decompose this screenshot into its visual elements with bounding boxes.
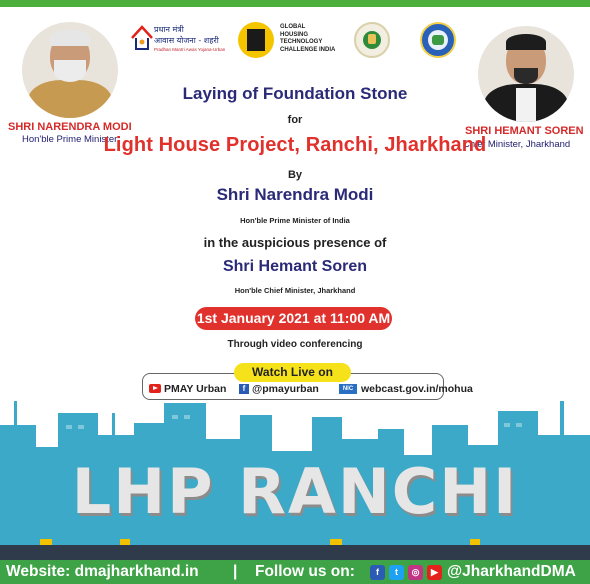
presence-name: Shri Hemant Soren [222, 258, 368, 275]
left-leader-name: SHRI NARENDRA MODI [8, 121, 132, 133]
watch-live-label: Watch Live on [234, 363, 351, 382]
event-title: Laying of Foundation Stone [182, 84, 408, 103]
footer-handle[interactable]: @JharkhandDMA [447, 563, 576, 580]
right-leader-role: Chief Minister, Jharkhand [463, 139, 571, 150]
pmay-line1: प्रधान मंत्री [154, 25, 184, 34]
pmay-line2: आवास योजना - शहरी [154, 36, 219, 45]
portrait-hemant-soren [478, 26, 574, 122]
presence-text: in the auspicious presence of [203, 235, 387, 250]
ghtc-logo [238, 22, 346, 58]
top-green-bar [0, 0, 590, 7]
ghtc-building-icon [238, 22, 274, 58]
project-title: Light House Project, Ranchi, Jharkhand [103, 134, 487, 156]
youtube-link[interactable]: PMAY Urban [164, 383, 227, 395]
facebook-link[interactable]: @pmayurban [252, 383, 319, 395]
presence-role: Hon'ble Chief Minister, Jharkhand [234, 286, 356, 295]
footer-youtube-icon[interactable]: ▶ [427, 565, 442, 580]
pmay-logo [130, 20, 230, 58]
date-badge: 1st January 2021 at 11:00 AM [195, 307, 392, 330]
by-name: Shri Narendra Modi [216, 185, 374, 204]
pmay-line3: Pradhan Mantri Awas Yojana-Urban [154, 47, 226, 52]
webcast-link[interactable]: webcast.gov.in/mohua [361, 383, 473, 395]
footer-separator: | [233, 563, 238, 580]
footer-instagram-icon[interactable]: ◎ [408, 565, 423, 580]
footer-facebook-icon[interactable]: f [370, 565, 385, 580]
left-leader-role: Hon'ble Prime Minister [22, 134, 118, 145]
ghtc-line3: TECHNOLOGY [280, 39, 323, 45]
mode-text: Through video conferencing [227, 339, 363, 350]
by-role: Hon'ble Prime Minister of India [240, 216, 350, 225]
dma-seal-icon [420, 22, 456, 58]
footer-follow: Follow us on: [255, 563, 355, 580]
for-text: for [287, 114, 303, 126]
nic-icon[interactable]: NIC [339, 384, 357, 394]
ghtc-line2: HOUSING [280, 31, 309, 38]
ghtc-line1: GLOBAL [280, 24, 306, 30]
right-leader-name: SHRI HEMANT SOREN [465, 125, 584, 137]
jharkhand-seal-icon [354, 22, 390, 58]
youtube-icon[interactable] [149, 384, 161, 393]
ghtc-line4: CHALLENGE INDIA [280, 46, 336, 53]
footer-bar [0, 560, 590, 584]
footer-website[interactable]: Website: dmajharkhand.in [6, 563, 199, 580]
facebook-icon[interactable]: f [239, 384, 249, 394]
footer-twitter-icon[interactable]: t [389, 565, 404, 580]
pmay-house-icon [130, 22, 154, 52]
by-text: By [287, 169, 303, 181]
lhp-ranchi-banner: LHP RANCHI [71, 455, 519, 528]
